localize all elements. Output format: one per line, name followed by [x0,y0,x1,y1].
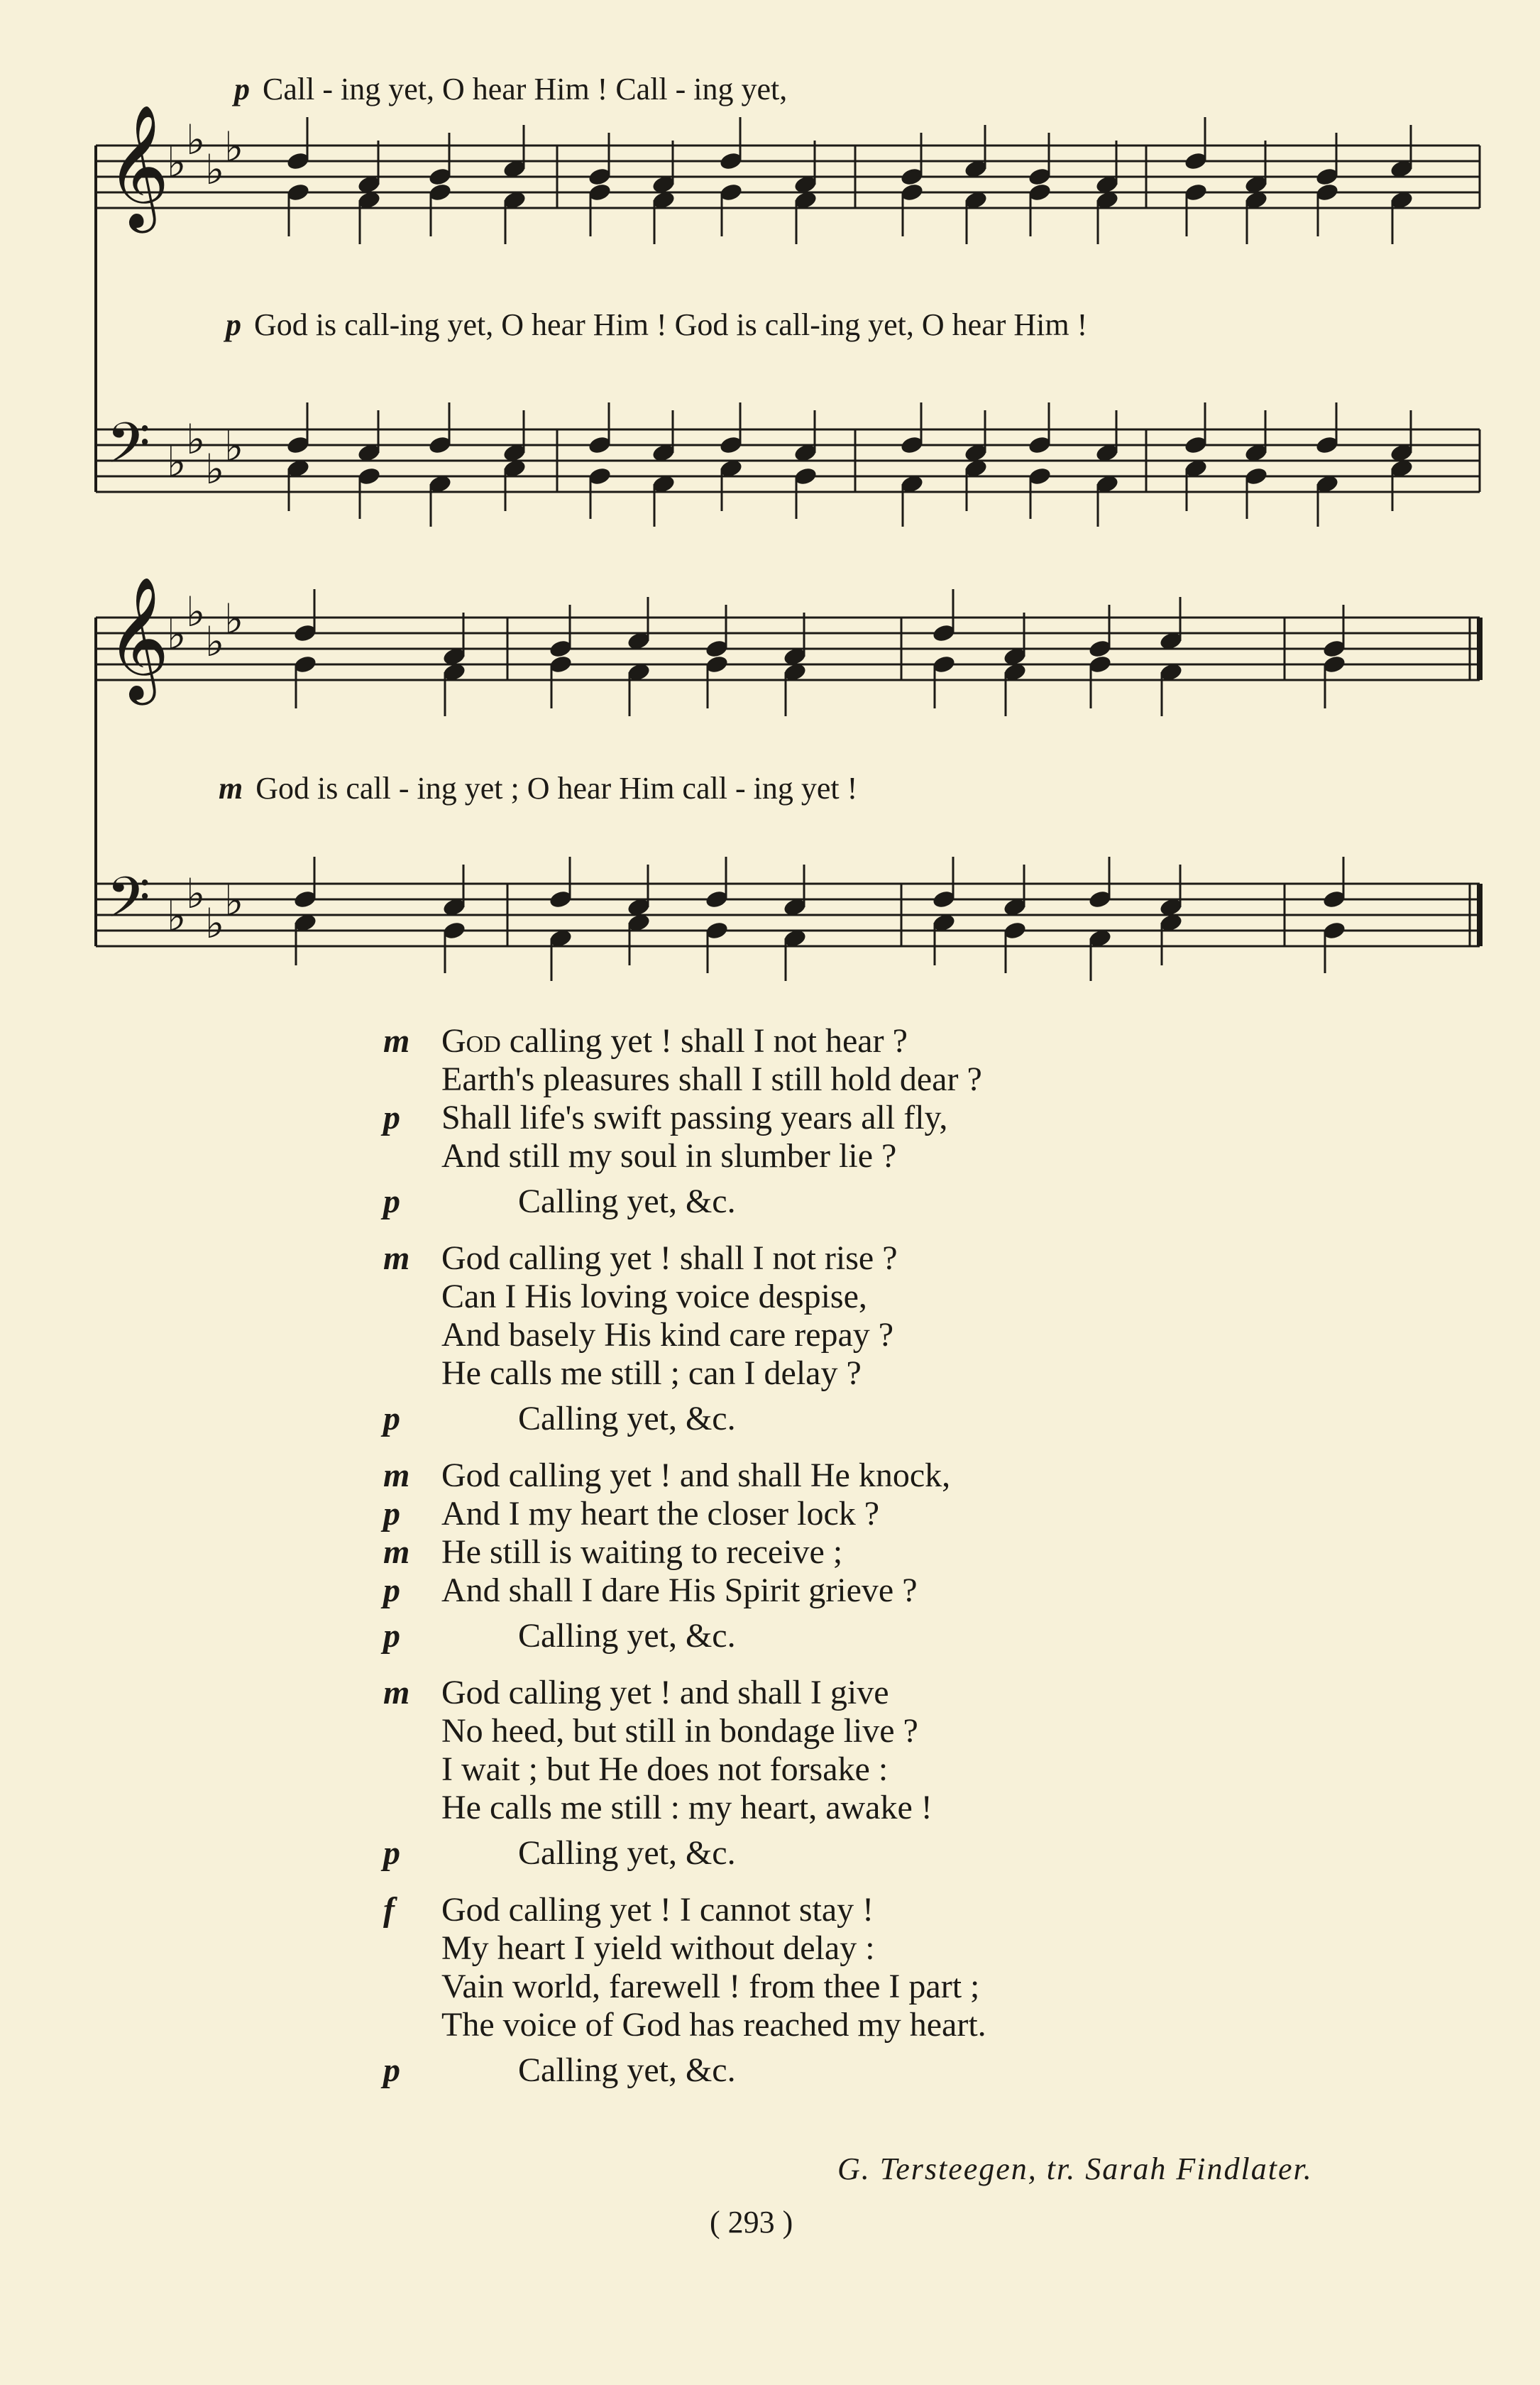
verse-line [383,1891,1448,1929]
flat-icon: ♭ [205,899,225,948]
refrain-text: Calling yet, &c. [518,1834,736,1872]
verse-text: He calls me still : my heart, awake ! [441,1789,933,1826]
bass-clef-icon: 𝄢 [106,865,150,944]
dynamic-mark: f [383,1891,395,1929]
flat-icon: ♭ [167,438,187,486]
dynamic-mark: p [383,1617,400,1655]
verse-line [383,1099,1448,1137]
verse-text: He calls me still ; can I delay ? [441,1354,862,1392]
dynamic-mark: m [383,1457,410,1494]
treble-clef-icon: 𝄞 [106,104,170,228]
refrain-text: Calling yet, &c. [518,1183,736,1220]
dynamic-mark: p [383,2051,400,2089]
flat-icon: ♭ [167,892,187,941]
lyric-text: Call - ing yet, O hear Him ! Call - ing yet, [263,72,788,106]
dynamic-mark: p [234,72,250,106]
verse-line [383,1354,1448,1393]
flat-icon: ♭ [167,138,187,187]
flat-icon: ♭ [224,595,244,643]
verse-text: Shall life's swift passing years all fly, [441,1099,948,1136]
verse-text: I wait ; but He does not forsake : [441,1750,889,1788]
verse-line [383,1022,1448,1060]
refrain-line [383,1617,1448,1655]
stanza [383,1239,1448,1438]
refrain-line [383,1400,1448,1438]
verse-line [383,1316,1448,1354]
verse-line [383,1457,1448,1495]
flat-icon: ♭ [224,877,244,925]
verse-text: And basely His kind care repay ? [441,1316,894,1354]
flat-icon: ♭ [186,116,206,164]
system1-top-lyric [234,71,787,107]
verse-text: And I my heart the closer lock ? [441,1495,880,1533]
verse-line [383,1712,1448,1750]
dynamic-mark: m [383,1239,410,1277]
refrain-text: Calling yet, &c. [518,2051,736,2089]
lyric-text: God is call - ing yet ; O hear Him call - ing yet ! [255,771,858,806]
flat-icon: ♭ [224,422,244,471]
bass-clef-icon: 𝄢 [106,410,150,490]
verse-line [383,1137,1448,1175]
system2-lyric [219,770,857,806]
dynamic-mark: p [383,1400,400,1437]
verse-line [383,1789,1448,1827]
dynamic-mark: p [383,1183,400,1220]
verse-text: Earth's pleasures shall I still hold dear ? [441,1060,982,1098]
refrain-line [383,2051,1448,2090]
verse-line [383,1060,1448,1099]
verse-line [383,1495,1448,1533]
flat-icon: ♭ [186,870,206,918]
dynamic-mark: m [219,771,243,806]
refrain-text: Calling yet, &c. [518,1400,736,1437]
system1-bottom-lyric [226,307,1087,343]
stanza [383,1891,1448,2090]
verse-lead-word: God [441,1022,501,1060]
verse-text: Vain world, farewell ! from thee I part ; [441,1968,980,2005]
flat-icon: ♭ [205,146,225,194]
treble-clef-icon: 𝄞 [106,576,170,700]
stanza [383,1674,1448,1873]
verse-line [383,1533,1448,1572]
flat-icon: ♭ [186,588,206,636]
verse-text: God calling yet ! and shall I give [441,1674,889,1711]
verse-line [383,1674,1448,1712]
flat-icon: ♭ [224,123,244,171]
verse-line [383,1278,1448,1316]
verse-text: And shall I dare His Spirit grieve ? [441,1572,918,1609]
music-score [0,0,1540,994]
verse-text: Can I His loving voice despise, [441,1278,867,1315]
flat-icon: ♭ [186,415,206,464]
verse-text: And still my soul in slumber lie ? [441,1137,897,1175]
verse-text: He still is waiting to receive ; [441,1533,843,1571]
verse-text: God calling yet ! and shall He knock, [441,1457,951,1494]
verse-text: calling yet ! shall I not hear ? [500,1022,908,1060]
verse-text: The voice of God has reached my heart. [441,2006,986,2044]
verse-line [383,2006,1448,2044]
refrain-text: Calling yet, &c. [518,1617,736,1655]
dynamic-mark: p [383,1495,400,1533]
verse-line [383,1929,1448,1968]
page-number: ( 293 ) [710,2205,793,2239]
dynamic-mark: p [383,1834,400,1872]
verse-line [383,1968,1448,2006]
verse-text: My heart I yield without delay : [441,1929,875,1967]
verse-line [383,1750,1448,1789]
dynamic-mark: p [383,1572,400,1609]
verse-text: No heed, but still in bondage live ? [441,1712,918,1750]
dynamic-mark: p [383,1099,400,1136]
verse-text: God calling yet ! I cannot stay ! [441,1891,874,1929]
verse-line [383,1572,1448,1610]
stanza [383,1022,1448,1221]
verse-text: God calling yet ! shall I not rise ? [441,1239,898,1277]
dynamic-mark: p [226,307,241,342]
flat-icon: ♭ [167,610,187,659]
verses [383,1022,1448,2108]
refrain-line [383,1183,1448,1221]
dynamic-mark: m [383,1533,410,1571]
lyric-text: God is call-ing yet, O hear Him ! God is call-ing yet, O hear Him ! [254,307,1088,342]
flat-icon: ♭ [205,445,225,493]
dynamic-mark: m [383,1022,410,1060]
stanza [383,1457,1448,1655]
verse-line [383,1239,1448,1278]
attribution: G. Tersteegen, tr. Sarah Findlater. [837,2151,1313,2186]
dynamic-mark: m [383,1674,410,1711]
flat-icon: ♭ [205,618,225,666]
refrain-line [383,1834,1448,1873]
